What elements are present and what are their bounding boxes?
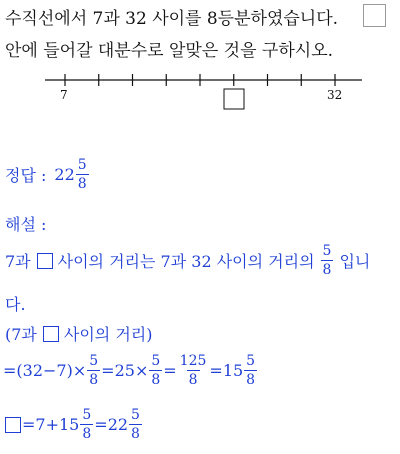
answer-fraction (76, 158, 89, 191)
eq2-fraction-1 (80, 408, 93, 441)
eq1-fraction-2 (149, 354, 162, 387)
eq1-part-4: =15 (209, 361, 244, 380)
eq1-fraction-4 (244, 354, 257, 387)
number-line-start-label: 7 (60, 88, 68, 102)
explanation-text-3a: (7과 (5, 325, 37, 344)
explanation-text-1b: 사이의 거리는 7과 32 사이의 거리의 (57, 252, 315, 271)
fraction-denominator: 8 (151, 372, 161, 388)
blank-box (43, 326, 59, 342)
answer-denominator: 8 (77, 176, 87, 192)
fraction-numerator: 5 (89, 353, 99, 369)
fraction-denominator: 8 (322, 262, 332, 278)
question-line-1 (5, 4, 338, 29)
question-text-1: 수직선에서 7과 32 사이를 8등분하였습니다. (5, 9, 339, 29)
eq1-fraction-3 (178, 354, 209, 387)
answer-row (5, 158, 90, 191)
explanation-line-2: 다. (5, 295, 26, 314)
explanation-title: 해설 : (5, 215, 47, 234)
fraction-numerator: 5 (322, 243, 332, 259)
fraction-numerator: 5 (82, 407, 92, 423)
blank-box (5, 417, 21, 433)
blank-box (37, 253, 53, 269)
eq1-fraction-1 (87, 354, 100, 387)
fraction-denominator: 8 (188, 372, 198, 388)
fraction-numerator: 5 (131, 407, 140, 423)
explanation-line-1 (5, 244, 370, 277)
explanation-text-3b: 사이의 거리) (63, 325, 153, 344)
fraction-denominator: 8 (82, 426, 92, 442)
eq2-part-2: =22 (94, 415, 129, 434)
equation-1 (3, 354, 258, 387)
eq1-part-1: =(32−7)× (3, 361, 87, 380)
eq2-part-1: =7+15 (22, 415, 80, 434)
number-line-end-label: 32 (327, 88, 343, 102)
fraction-numerator: 5 (151, 353, 161, 369)
number-line-box (224, 89, 244, 109)
eq2-fraction-2 (129, 408, 142, 441)
fraction-denominator: 8 (246, 372, 256, 388)
explanation-text-1a: 7과 (5, 252, 31, 271)
answer-numerator: 5 (77, 157, 87, 173)
fraction-denominator: 8 (89, 372, 99, 388)
answer-label: 정답 : (5, 166, 47, 185)
answer-whole: 22 (54, 165, 75, 184)
eq1-part-3: = (163, 361, 177, 380)
fraction-numerator: 125 (179, 353, 207, 369)
question-line-2: 안에 들어갈 대분수로 알맞은 것을 구하시오. (5, 41, 334, 61)
explanation-text-1c: 입니 (339, 252, 371, 271)
explanation-line-3 (5, 322, 153, 345)
explanation-fraction-1 (321, 244, 334, 277)
fraction-denominator: 8 (131, 426, 140, 442)
equation-2 (5, 408, 143, 441)
answer-blank-box (363, 4, 386, 27)
fraction-numerator: 5 (246, 353, 256, 369)
eq1-part-2: =25× (101, 361, 149, 380)
